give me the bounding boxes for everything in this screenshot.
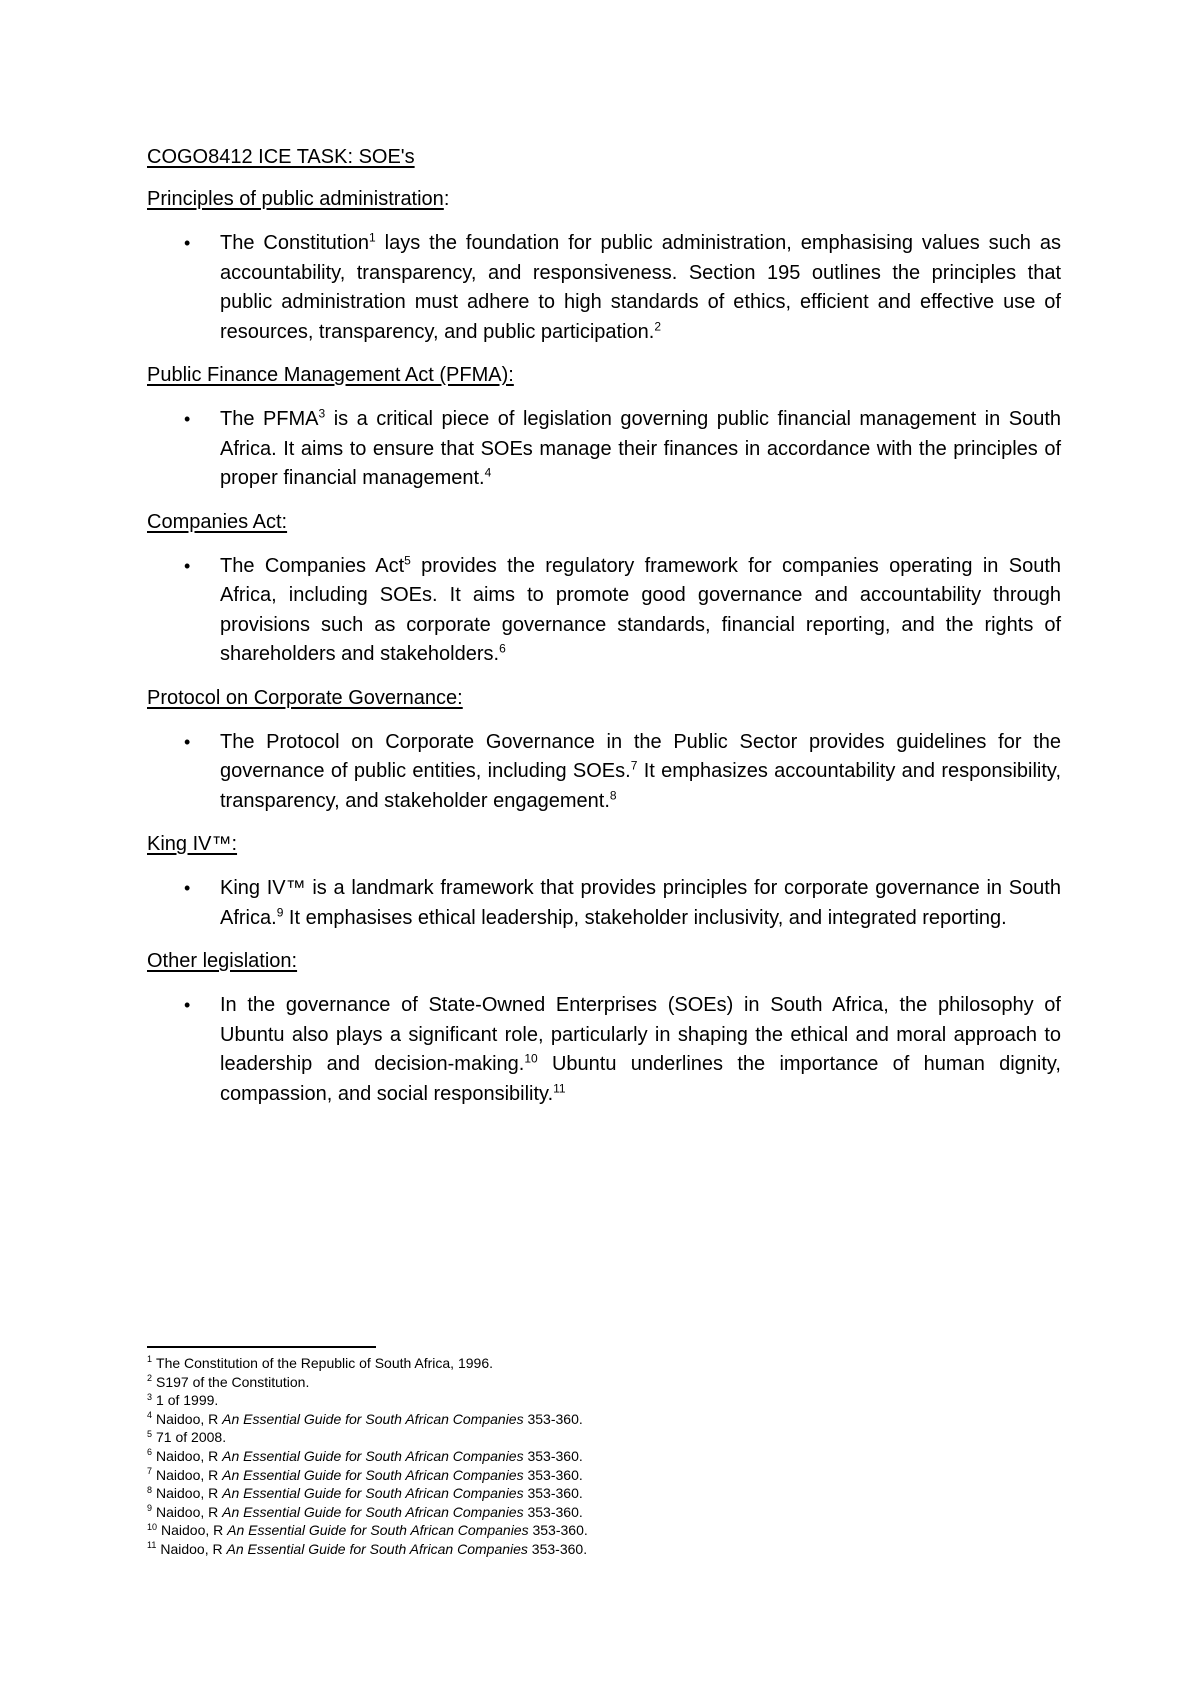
section-heading	[147, 686, 1061, 710]
heading-text: Public Finance Management Act (PFMA):	[147, 364, 514, 386]
section-heading	[147, 510, 1061, 534]
section	[147, 363, 1061, 494]
footnote-ref[interactable]: 2	[654, 318, 661, 333]
footnote: $^3$ 1 of 1999.	[147, 1391, 219, 1409]
heading-suffix: :	[443, 188, 450, 210]
footnote-ref[interactable]: 5	[404, 552, 411, 567]
bullet-item: • The Constitution$^1$ lays the foundation for public administration, emphasising values such as accountability, transparency, and responsiveness. Section 195 outlines the principles that public administration must adhere to high standards of ethics, efficient and effective use of resources, transparency, and public participation.$^2$	[184, 230, 1061, 343]
footnote: $^2$ S197 of the Constitution.	[147, 1372, 310, 1390]
footnote-ref[interactable]: 6	[499, 641, 506, 656]
section	[147, 187, 1061, 347]
footnote-ref[interactable]: 1	[369, 230, 376, 245]
bullet-icon: •	[184, 555, 191, 576]
footnote-ref[interactable]: 4	[484, 465, 492, 480]
bullet-item: • The PFMA$^3$ is a critical piece of legislation governing public financial management in South Africa. It aims to ensure that SOEs manage their finances in accordance with the principles of proper financial management.$^4$	[184, 406, 1061, 489]
section	[147, 949, 1061, 1109]
section-heading	[147, 832, 1061, 856]
footnote-ref[interactable]: 8	[609, 787, 617, 802]
bullet-icon: •	[184, 878, 191, 898]
footnote: $^6$ Naidoo, R An Essential Guide for South African Companies 353-360.	[147, 1447, 583, 1464]
section	[147, 510, 1061, 670]
heading-text: Principles of public administration	[147, 188, 444, 210]
bullet-icon: •	[184, 995, 191, 1015]
footnote: $^5$ 71 of 2008.	[147, 1428, 227, 1446]
footnote: $^{11}$ Naidoo, R An Essential Guide for South African Companies 353-360.	[147, 1540, 588, 1557]
footnote-ref[interactable]: 9	[276, 904, 284, 919]
footnote: $^1$ The Constitution of the Republic of South Africa, 1996.	[147, 1354, 493, 1371]
footnote-ref[interactable]: 3	[318, 406, 326, 421]
footnote-ref[interactable]: 11	[553, 1080, 566, 1095]
footnote: $^9$ Naidoo, R An Essential Guide for South African Companies 353-360.	[147, 1503, 583, 1520]
main-content	[147, 145, 1061, 1125]
section-heading	[147, 363, 1061, 387]
document-title: COGO8412 ICE TASK: SOE's	[147, 146, 415, 168]
heading-text: Other legislation:	[147, 950, 298, 972]
footnote: $^8$ Naidoo, R An Essential Guide for South African Companies 353-360.	[147, 1484, 583, 1502]
bullet-icon: •	[184, 731, 191, 752]
footnote: $^4$ Naidoo, R An Essential Guide for South African Companies 353-360.	[147, 1410, 583, 1427]
bullet-item: • The Companies Act$^5$ provides the regulatory framework for companies operating in South Africa, including SOEs. It aims to promote good governance and accountability through provisions such as corporate governance standards, financial reporting, and the rights of shareholders and stakeholders.$^6$	[184, 552, 1062, 665]
bullet-item: • In the governance of State-Owned Enterprises (SOEs) in South Africa, the philosophy of Ubuntu also plays a significant role, particularly in shaping the ethical and moral approach to leadership and decision-making.$^{10}$ Ubuntu underlines the importance of human dignity, compassion, and social responsibility.$^{11}$	[147, 991, 1061, 1109]
bullet-icon: •	[184, 409, 191, 429]
heading-text: Companies Act:	[147, 510, 288, 533]
footnote-ref[interactable]: 10	[524, 1051, 538, 1066]
section-heading	[147, 187, 1061, 211]
section	[147, 832, 1061, 933]
bullet-item: • King IV™ is a landmark framework that provides principles for corporate governance in South Africa.$^9$ It emphasises ethical leadership, stakeholder inclusivity, and integrated reporting.	[147, 874, 1061, 933]
footnote-ref[interactable]: 7	[630, 758, 638, 773]
section	[147, 686, 1061, 817]
footnote-separator	[147, 1346, 376, 1348]
section-heading	[147, 949, 1061, 973]
bullet-icon: •	[184, 233, 191, 253]
footnotes	[147, 1354, 847, 1559]
bullet-item: • The Protocol on Corporate Governance in the Public Sector provides guidelines for the governance of public entities, including SOEs.$^7$ It emphasizes accountability and responsibility, transparency, and stakeholder engagement.$^8$	[147, 728, 1061, 817]
footnote: $^7$ Naidoo, R An Essential Guide for South African Companies 353-360.	[147, 1465, 583, 1483]
heading-text: Protocol on Corporate Governance:	[147, 686, 463, 709]
footnote: $^{10}$ Naidoo, R An Essential Guide for South African Companies 353-360.	[147, 1521, 588, 1539]
heading-text: King IV™:	[147, 833, 238, 855]
